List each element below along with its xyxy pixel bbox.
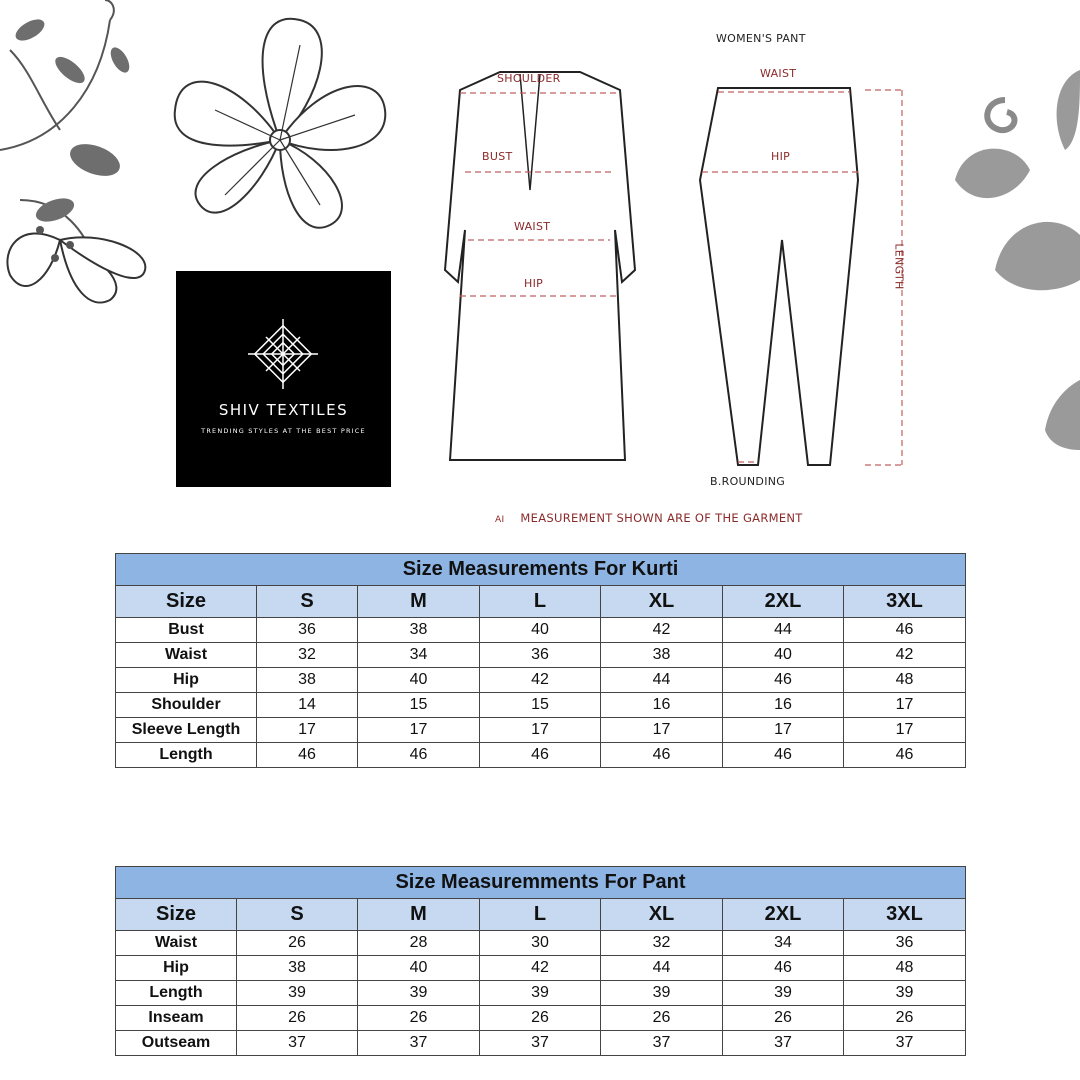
kurti-waist-label: WAIST (514, 220, 551, 233)
table-cell: 46 (844, 743, 966, 768)
header-cell: 3XL (844, 899, 966, 931)
note-prefix: AI (495, 515, 505, 525)
table-cell: 17 (358, 718, 480, 743)
row-label: Shoulder (116, 693, 257, 718)
table-row (116, 693, 966, 718)
table-cell: 44 (723, 618, 844, 643)
measurement-note (495, 511, 803, 525)
row-label: Hip (116, 668, 257, 693)
table-cell: 26 (358, 1006, 480, 1031)
table-cell: 38 (237, 956, 358, 981)
header-cell: L (480, 899, 601, 931)
row-label: Sleeve Length (116, 718, 257, 743)
header-cell: L (480, 586, 601, 618)
table-cell: 48 (844, 956, 966, 981)
table-cell: 46 (601, 743, 723, 768)
table-cell: 15 (358, 693, 480, 718)
row-label: Length (116, 743, 257, 768)
table-cell: 28 (358, 931, 480, 956)
table-cell: 39 (723, 981, 844, 1006)
table-header-row (116, 586, 966, 618)
table-row (116, 956, 966, 981)
table-cell: 16 (601, 693, 723, 718)
table-cell: 40 (358, 668, 480, 693)
table-header-row (116, 899, 966, 931)
table-cell: 42 (480, 956, 601, 981)
header-cell: 3XL (844, 586, 966, 618)
table-cell: 42 (601, 618, 723, 643)
table-cell: 39 (358, 981, 480, 1006)
table-cell: 39 (480, 981, 601, 1006)
row-label: Inseam (116, 1006, 237, 1031)
table-cell: 37 (237, 1031, 358, 1056)
header-cell: S (237, 899, 358, 931)
header-cell: S (257, 586, 358, 618)
table-cell: 38 (257, 668, 358, 693)
table-cell: 26 (480, 1006, 601, 1031)
row-label: Waist (116, 931, 237, 956)
table-cell: 26 (237, 931, 358, 956)
row-label: Outseam (116, 1031, 237, 1056)
table-cell: 42 (480, 668, 601, 693)
table-row (116, 1006, 966, 1031)
table-cell: 39 (237, 981, 358, 1006)
table-cell: 26 (723, 1006, 844, 1031)
table-cell: 17 (601, 718, 723, 743)
pant-diagram (690, 80, 910, 475)
table-cell: 37 (358, 1031, 480, 1056)
table-cell: 48 (844, 668, 966, 693)
table-cell: 39 (601, 981, 723, 1006)
pant-hip-label: HIP (771, 150, 791, 163)
table-cell: 37 (480, 1031, 601, 1056)
table-row (116, 1031, 966, 1056)
table-cell: 46 (723, 956, 844, 981)
table-cell: 17 (480, 718, 601, 743)
table-cell: 34 (358, 643, 480, 668)
table-cell: 42 (844, 643, 966, 668)
pant-size-table (115, 866, 966, 1056)
table-row (116, 743, 966, 768)
table-cell: 44 (601, 956, 723, 981)
table-cell: 32 (601, 931, 723, 956)
table-cell: 40 (723, 643, 844, 668)
table-cell: 40 (358, 956, 480, 981)
brand-tagline: TRENDING STYLES AT THE BEST PRICE (201, 427, 366, 435)
table-cell: 46 (723, 743, 844, 768)
table-cell: 17 (844, 718, 966, 743)
table-cell: 26 (844, 1006, 966, 1031)
table-row (116, 981, 966, 1006)
header-cell: XL (601, 899, 723, 931)
table-cell: 15 (480, 693, 601, 718)
table-cell: 37 (723, 1031, 844, 1056)
table-cell: 34 (723, 931, 844, 956)
table-cell: 40 (480, 618, 601, 643)
table-cell: 37 (844, 1031, 966, 1056)
table-cell: 38 (358, 618, 480, 643)
table-cell: 14 (257, 693, 358, 718)
header-cell: Size (116, 899, 237, 931)
brand-name: SHIV TEXTILES (218, 401, 349, 419)
table-cell: 39 (844, 981, 966, 1006)
table-cell: 36 (480, 643, 601, 668)
table-row (116, 618, 966, 643)
brand-logo-box (176, 271, 391, 487)
row-label: Waist (116, 643, 257, 668)
table-cell: 16 (723, 693, 844, 718)
kurti-size-table (115, 553, 966, 768)
table-cell: 38 (601, 643, 723, 668)
row-label: Bust (116, 618, 257, 643)
table-row (116, 643, 966, 668)
pant-length-label: LENGTH (892, 243, 906, 290)
pant-bottom-label: B.ROUNDING (710, 475, 786, 488)
header-cell: Size (116, 586, 257, 618)
knot-logo-icon (244, 315, 322, 393)
table-cell: 46 (723, 668, 844, 693)
table-cell: 46 (844, 618, 966, 643)
table-cell: 37 (601, 1031, 723, 1056)
table-cell: 36 (257, 618, 358, 643)
kurti-shoulder-label: SHOULDER (497, 72, 561, 85)
pant-waist-label: WAIST (760, 67, 797, 80)
kurti-diagram (430, 60, 650, 475)
table-cell: 30 (480, 931, 601, 956)
pant-diagram-title: WOMEN'S PANT (716, 32, 806, 45)
table-cell: 44 (601, 668, 723, 693)
kurti-table-title: Size Measurements For Kurti (116, 554, 966, 586)
table-cell: 17 (844, 693, 966, 718)
table-cell: 17 (723, 718, 844, 743)
header-cell: M (358, 586, 480, 618)
floral-decoration-right (945, 40, 1080, 460)
table-cell: 17 (257, 718, 358, 743)
header-cell: 2XL (723, 899, 844, 931)
table-cell: 26 (237, 1006, 358, 1031)
kurti-hip-label: HIP (524, 277, 544, 290)
header-cell: M (358, 899, 480, 931)
table-row (116, 668, 966, 693)
table-cell: 36 (844, 931, 966, 956)
row-label: Length (116, 981, 237, 1006)
table-row (116, 931, 966, 956)
table-cell: 46 (358, 743, 480, 768)
table-row (116, 718, 966, 743)
header-cell: 2XL (723, 586, 844, 618)
row-label: Hip (116, 956, 237, 981)
table-cell: 46 (257, 743, 358, 768)
table-cell: 26 (601, 1006, 723, 1031)
table-cell: 46 (480, 743, 601, 768)
note-text: MEASUREMENT SHOWN ARE OF THE GARMENT (520, 511, 803, 525)
table-cell: 32 (257, 643, 358, 668)
pant-table-title: Size Measuremments For Pant (116, 867, 966, 899)
kurti-bust-label: BUST (482, 150, 513, 163)
header-cell: XL (601, 586, 723, 618)
